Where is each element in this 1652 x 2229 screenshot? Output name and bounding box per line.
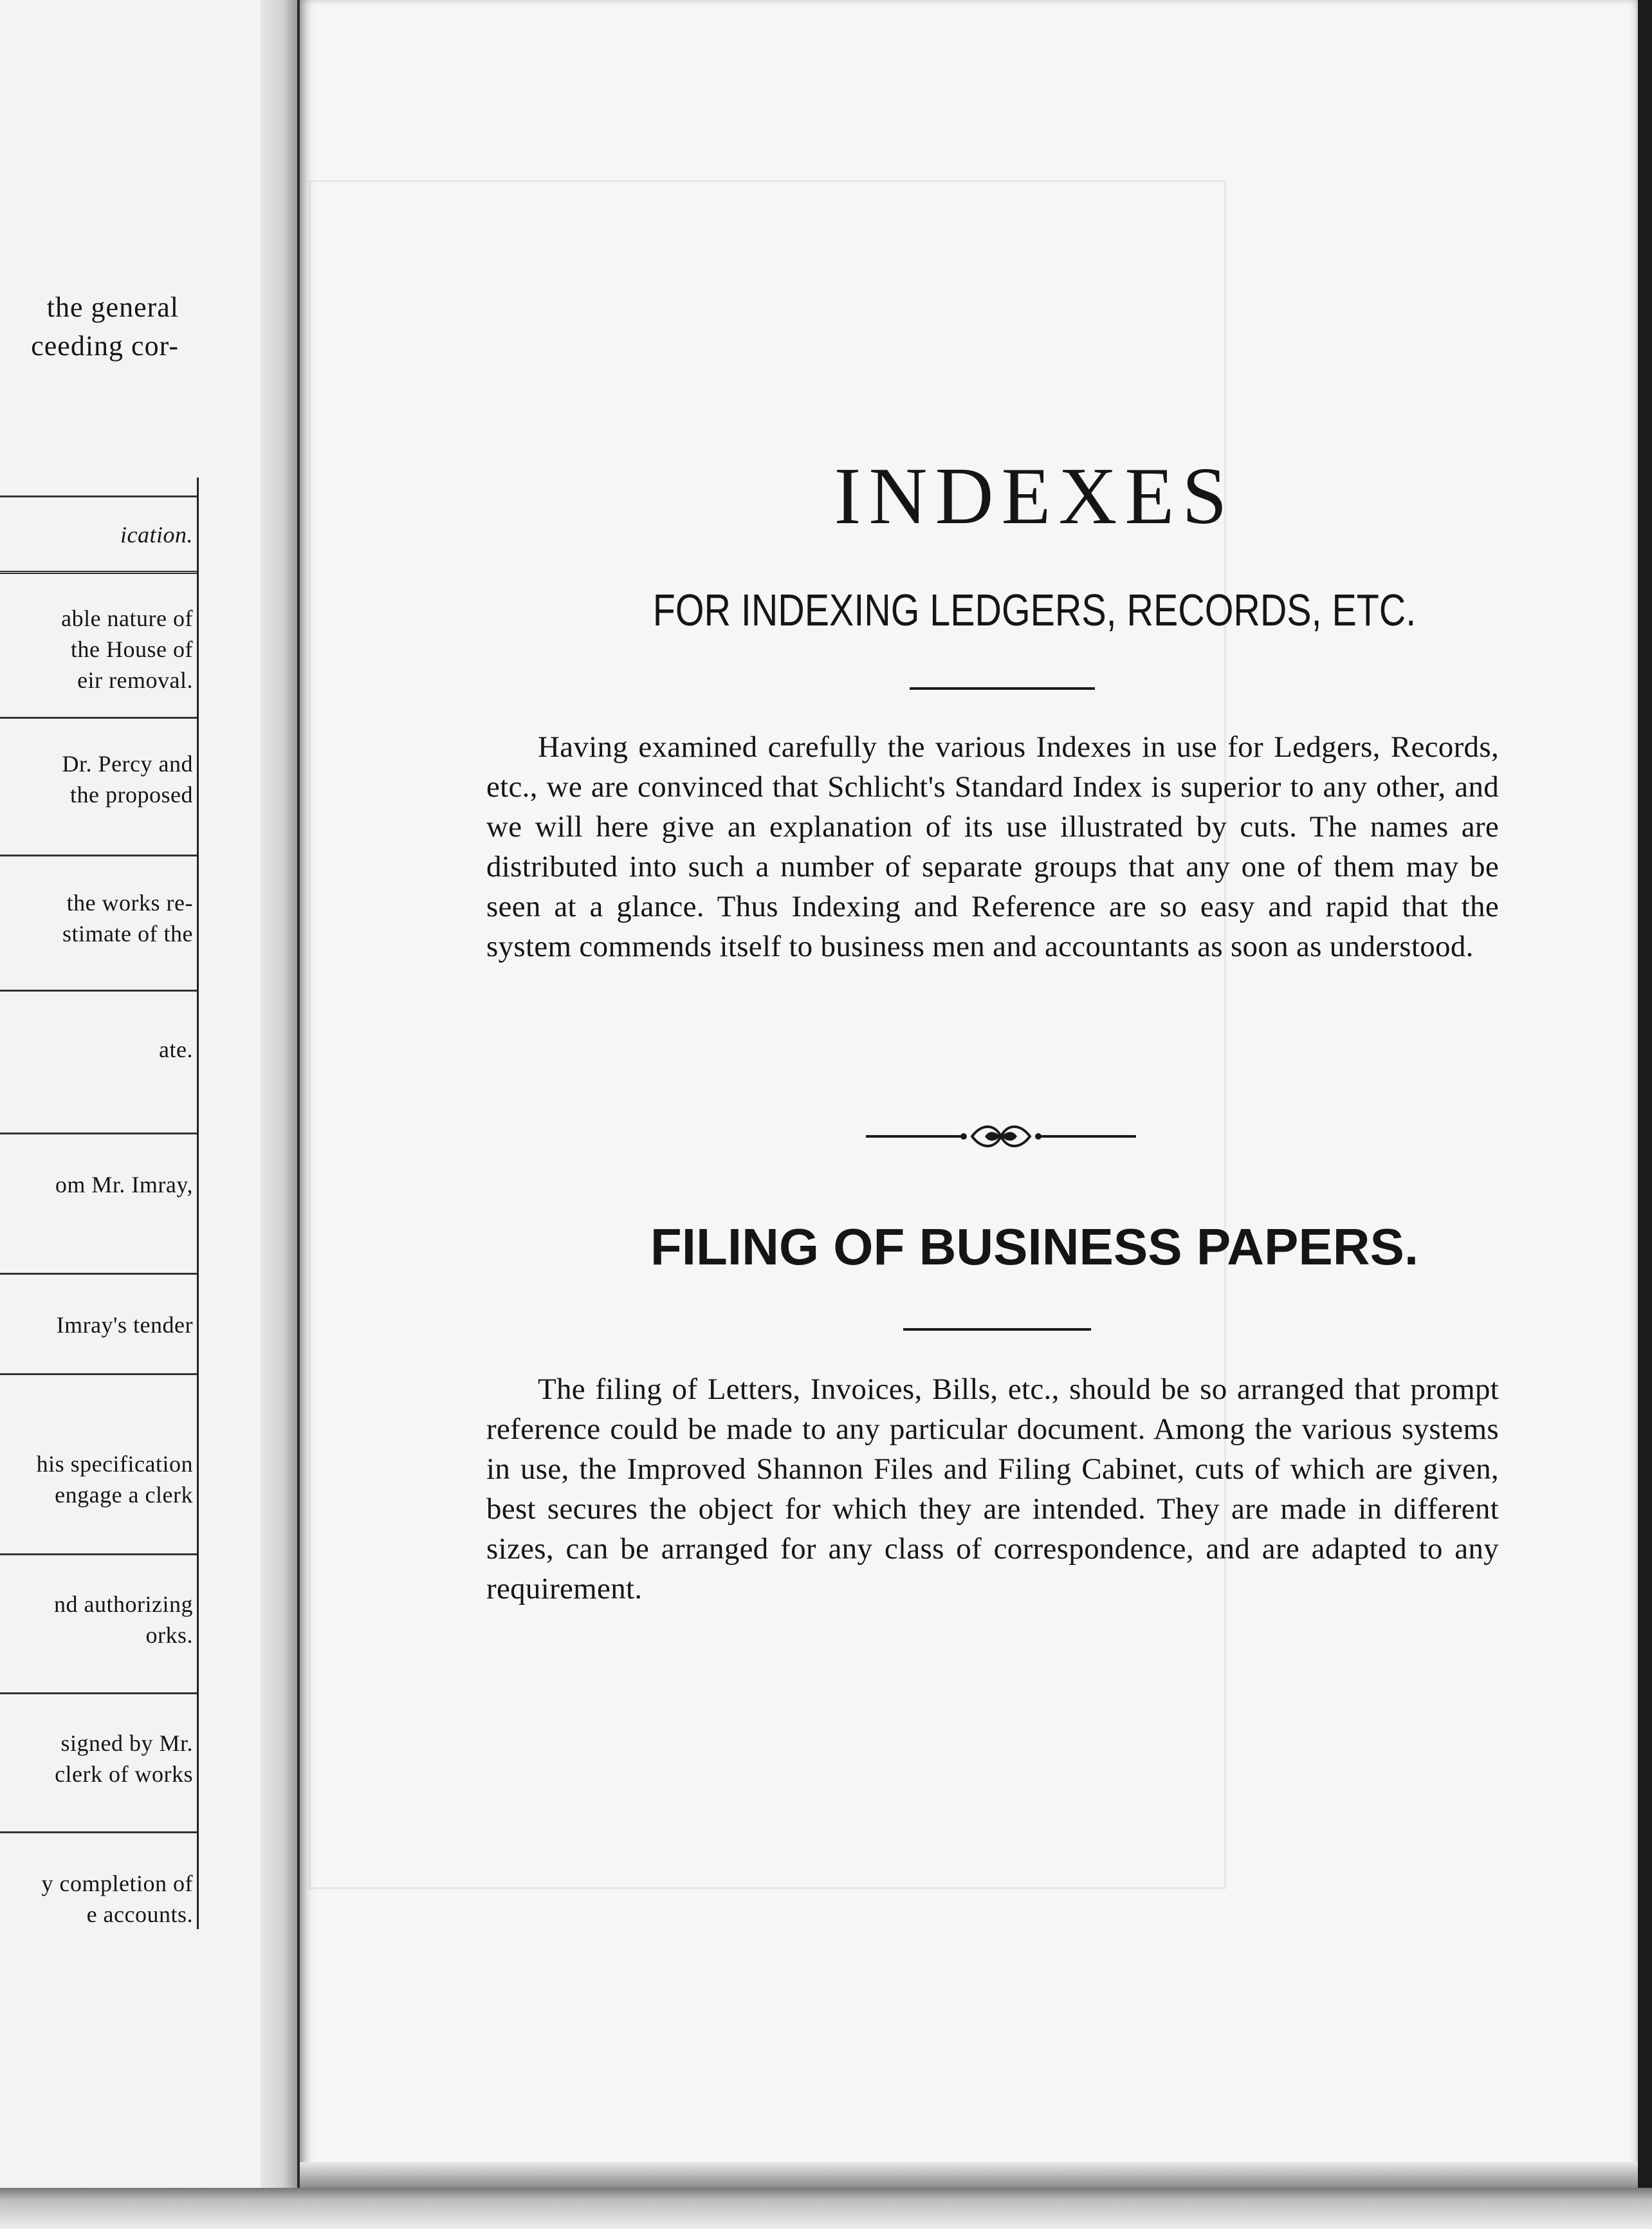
table-cell: Imray's tender [56, 1312, 193, 1338]
table-rule [0, 1373, 197, 1375]
table-rule [0, 1831, 197, 1833]
left-page-line: the general [46, 291, 179, 323]
table-cell: clerk of works [55, 1761, 193, 1787]
table-rule [0, 855, 197, 856]
left-page-fragment [0, 0, 297, 2229]
left-page-table [0, 477, 199, 1929]
section-title: FILING OF BUSINESS PAPERS. [650, 1218, 1419, 1275]
page-subtitle: FOR INDEXING LEDGERS, RECORDS, ETC. [652, 585, 1417, 635]
table-rule [0, 495, 197, 497]
book-gutter [261, 0, 297, 2229]
table-cell: signed by Mr. [60, 1730, 193, 1756]
table-rule [0, 990, 197, 992]
table-cell: the House of [71, 636, 193, 662]
bleed-through-shadow [309, 180, 1226, 1889]
table-rule [0, 1133, 197, 1134]
table-rule [0, 1553, 197, 1555]
divider-rule [903, 1328, 1091, 1331]
table-cell: the works re- [66, 890, 193, 916]
table-cell: y completion of [41, 1871, 193, 1896]
ornament-divider-icon [866, 1117, 1136, 1156]
left-page-line: ceeding cor- [31, 330, 179, 362]
indexes-paragraph: Having examined carefully the various Indexes in use for Ledgers, Records, etc., we are convinced that Schlicht's Standard Index is superior to any other, and we will here give an explanation of its use illustrated by cuts. The names are distributed into such a number of separate groups that any one of them may be seen at a glance. Thus Indexing and Reference are so easy and rapid that the system commends itself to business men and accountants as soon as understood. [486, 730, 1499, 963]
table-cell: eir removal. [77, 667, 193, 693]
table-cell: ate. [159, 1037, 193, 1062]
table-rule [0, 717, 197, 719]
table-cell: stimate of the [62, 921, 193, 947]
table-cell: orks. [145, 1622, 193, 1648]
table-rule [0, 571, 197, 574]
table-cell: nd authorizing [54, 1591, 193, 1617]
table-cell: Dr. Percy and [62, 751, 193, 777]
table-cell: e accounts. [86, 1901, 193, 1927]
table-cell: engage a clerk [55, 1482, 193, 1508]
table-rule [0, 1273, 197, 1275]
divider-rule [910, 687, 1095, 690]
table-cell: his specification [36, 1451, 193, 1477]
book-edge [1638, 0, 1652, 2229]
table-cell: om Mr. Imray, [55, 1172, 193, 1198]
main-page [297, 0, 1640, 2188]
page-bottom-edge [0, 2188, 1652, 2229]
filing-paragraph: The filing of Letters, Invoices, Bills, etc., should be so arranged that prompt reference could be made to any particular document. Among the various systems in use, the Improved Shannon Files and Filing Cabinet, cuts of which are given, best secures the object for which they are intended. They are made in different sizes, can be arranged for any class of correspondence, and are adapted to any requirement. [486, 1373, 1499, 1605]
table-cell: able nature of [61, 606, 193, 631]
table-rule [0, 1692, 197, 1694]
page-title: INDEXES [834, 452, 1235, 541]
table-header: ication. [120, 522, 193, 548]
table-cell: the proposed [70, 782, 193, 808]
